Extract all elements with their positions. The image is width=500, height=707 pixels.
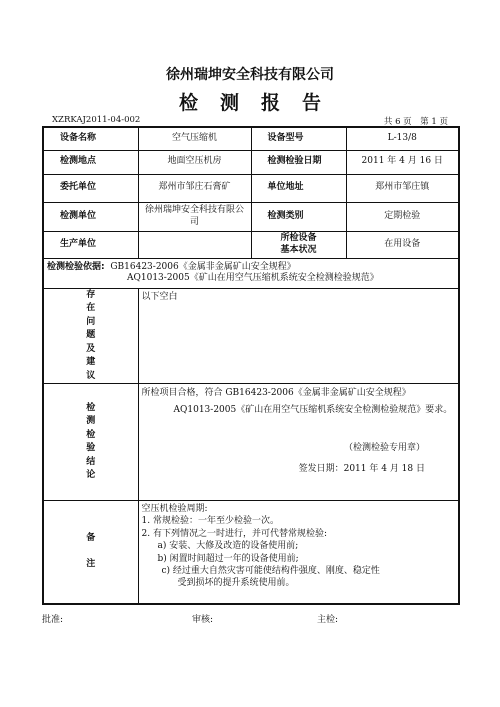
device-model-label: 设备型号: [251, 127, 346, 150]
conclusion-label-char: 检: [86, 402, 96, 413]
report-number: XZRKAJ2011-04-002: [52, 115, 141, 125]
remarks-line: 2. 有下列情况之一时进行，并可代替常规检验:: [141, 528, 327, 539]
inspector-line-2: 司: [189, 216, 199, 227]
page-count: 共 6 页 第 1 页: [383, 117, 448, 127]
remarks-text: [138, 501, 459, 604]
issues-label-char: 在: [86, 303, 96, 313]
device-model-value: L-13/8: [346, 127, 459, 150]
basis-standard-2: AQ1013-2005《矿山在用空气压缩机系统安全检测检验规范》: [127, 273, 379, 283]
conclusion-label-char: 检: [86, 429, 96, 440]
status-label-line-1: 所检设备: [280, 233, 317, 244]
status-value: 在用设备: [346, 231, 459, 258]
device-name-label: 设备名称: [43, 127, 138, 150]
type-label: 检测类别: [251, 202, 346, 231]
issues-label-char: 存: [86, 289, 96, 300]
remarks-line: b) 闲置时间超过一年的设备使用前;: [157, 553, 299, 564]
issues-label-char: 建: [86, 357, 96, 367]
remarks-line: 受到损坏的提升系统使用前。: [177, 578, 295, 589]
row-inspector: [43, 202, 459, 231]
location-value: 地面空压机房: [138, 150, 251, 174]
conclusion-label-char: 测: [86, 416, 96, 426]
address-label: 单位地址: [251, 174, 346, 202]
issues-label-char: 题: [86, 330, 96, 340]
check-label: 主检:: [317, 615, 339, 625]
date-label: 检测检验日期: [251, 150, 346, 174]
inspector-value: [138, 202, 251, 231]
type-value: 定期检验: [346, 202, 459, 231]
row-producer: [43, 231, 459, 258]
approve-label: 批准:: [42, 615, 64, 625]
issues-label: [43, 288, 138, 384]
row-client: [43, 174, 459, 202]
basis-cell: [43, 258, 459, 288]
client-value: 郑州市邹庄石膏矿: [138, 174, 251, 202]
basis-standard-1: GB16423-2006《金属非金属矿山安全规程》: [110, 261, 296, 272]
basis-line-1: [47, 262, 455, 273]
row-device: [43, 127, 459, 150]
remarks-label-char: 注: [86, 558, 96, 569]
issues-label-char: 及: [86, 343, 96, 354]
client-label: 委托单位: [43, 174, 138, 202]
basis-label: 检测检验依据:: [47, 261, 105, 272]
date-value: 2011 年 4 月 16 日: [346, 150, 459, 174]
issues-text: 以下空白: [138, 288, 459, 384]
device-name-value: 空气压缩机: [138, 127, 251, 150]
remarks-line: c) 经过重大自然灾害可能使结构件强度、刚度、稳定性: [161, 566, 380, 577]
remarks-line: 空压机检验周期:: [141, 504, 208, 514]
issue-date: 签发日期：2011 年 4 月 18 日: [298, 463, 425, 474]
remarks-line: a) 安装、大修及改造的设备使用前;: [157, 541, 299, 552]
remarks-label: [43, 501, 138, 604]
issues-label-char: 问: [86, 316, 96, 327]
remarks-label-char: 备: [86, 533, 96, 544]
producer-label: 生产单位: [43, 231, 138, 258]
inspection-stamp: （检测检验专用章）: [343, 442, 425, 453]
row-location: [43, 150, 459, 174]
conclusion-line-1: 所检项目合格，符合 GB16423-2006《金属非金属矿山安全规程》: [141, 388, 411, 398]
conclusion-line-2: AQ1013-2005《矿山在用空气压缩机系统安全检测检验规范》要求。: [173, 405, 453, 416]
conclusion-label-char: 论: [86, 470, 96, 480]
conclusion-text: [138, 384, 459, 501]
company-name: 徐州瑞坤安全科技有限公司: [166, 67, 334, 83]
status-label: [251, 231, 346, 258]
conclusion-label-char: 验: [86, 443, 96, 453]
remarks-line: 1. 常规检验：一年至少检验一次。: [141, 516, 279, 527]
row-conclusion: [43, 384, 459, 501]
producer-value: [138, 231, 251, 258]
issues-label-char: 议: [86, 370, 96, 381]
row-issues: [43, 288, 459, 384]
status-label-line-2: 基本状况: [280, 244, 317, 255]
report-table: [42, 126, 460, 605]
location-label: 检测地点: [43, 150, 138, 174]
conclusion-label: [43, 384, 138, 501]
report-title: 检测报告: [178, 92, 343, 114]
row-basis: [43, 258, 459, 288]
row-remarks: [43, 501, 459, 604]
address-value: 郑州市邹庄镇: [346, 174, 459, 202]
review-label: 审核:: [192, 615, 214, 625]
inspector-label: 检测单位: [43, 202, 138, 231]
inspector-line-1: 徐州瑞坤安全科技有限公: [144, 205, 244, 216]
conclusion-label-char: 结: [86, 456, 96, 467]
